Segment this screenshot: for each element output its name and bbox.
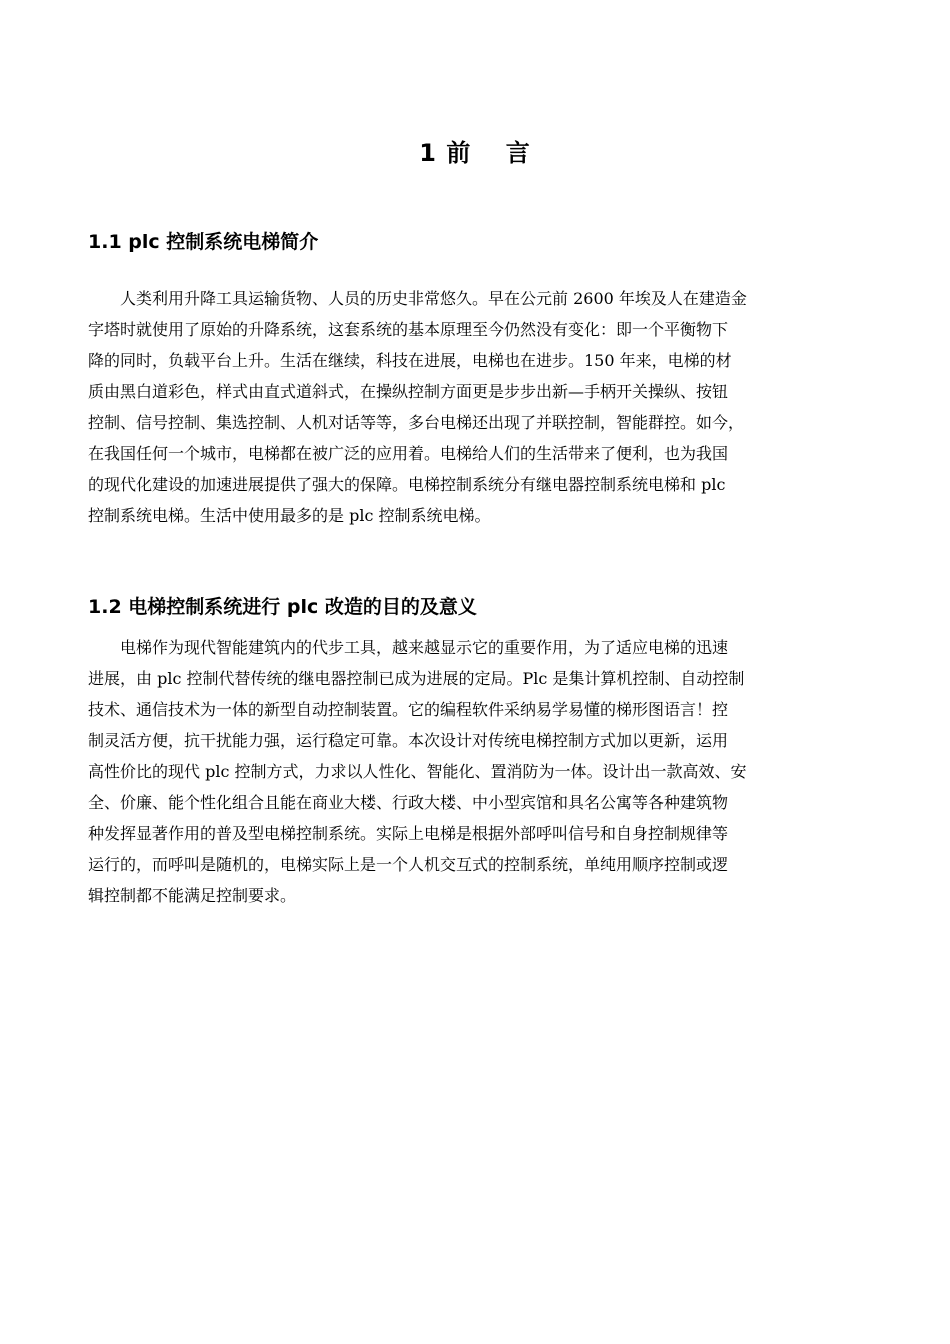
paragraph-line: 技术、通信技术为一体的新型自动控制装置。它的编程软件采纳易学易懂的梯形图语言！控 (88, 700, 729, 719)
paragraph-line: 进展，由 plc 控制代替传统的继电器控制已成为进展的定局。Plc 是集计算机控制、自动控制 (88, 669, 745, 688)
paragraph-line: 电梯作为现代智能建筑内的代步工具，越来越显示它的重要作用，为了适应电梯的迅速 (88, 638, 729, 657)
section-1-2-paragraph (88, 632, 878, 911)
paragraph-line: 制灵活方便，抗干扰能力强，运行稳定可靠。本次设计对传统电梯控制方式加以更新，运用 (88, 731, 729, 750)
paragraph-line: 控制系统电梯。生活中使用最多的是 plc 控制系统电梯。 (88, 506, 491, 525)
paragraph-line: 全、价廉、能个性化组合且能在商业大楼、行政大楼、中小型宾馆和具名公寓等各种建筑物 (88, 793, 729, 812)
paragraph-line: 在我国任何一个城市，电梯都在被广泛的应用着。电梯给人们的生活带来了便利，也为我国 (88, 444, 729, 463)
section-heading-1-1: 1.1 plc 控制系统电梯简介 (88, 231, 319, 253)
paragraph-line: 辑控制都不能满足控制要求。 (88, 886, 297, 905)
paragraph-line: 字塔时就使用了原始的升降系统，这套系统的基本原理至今仍然没有变化：即一个平衡物下 (88, 320, 729, 339)
section-1-1-paragraph (88, 283, 878, 531)
paragraph-line: 的现代化建设的加速进展提供了强大的保障。电梯控制系统分有继电器控制系统电梯和 plc (88, 475, 726, 494)
section-heading-1-2: 1.2 电梯控制系统进行 plc 改造的目的及意义 (88, 596, 477, 618)
paragraph-line: 种发挥显著作用的普及型电梯控制系统。实际上电梯是根据外部呼叫信号和自身控制规律等 (88, 824, 729, 843)
paragraph-line: 降的同时，负载平台上升。生活在继续，科技在进展，电梯也在进步。150 年来，电梯的材 (88, 351, 732, 370)
paragraph-line: 高性价比的现代 plc 控制方式，力求以人性化、智能化、置消防为一体。设计出一款高效、安 (88, 762, 747, 781)
paragraph-line: 控制、信号控制、集选控制、人机对话等等，多台电梯还出现了并联控制，智能群控。如今， (88, 413, 745, 432)
paragraph-line: 运行的，而呼叫是随机的，电梯实际上是一个人机交互式的控制系统，单纯用顺序控制或逻 (88, 855, 729, 874)
chapter-title: 1 前 言 (419, 139, 531, 167)
paragraph-line: 质由黑白道彩色，样式由直式道斜式，在操纵控制方面更是步步出新—手柄开关操纵、按钮 (88, 382, 729, 401)
paragraph-line: 人类利用升降工具运输货物、人员的历史非常悠久。早在公元前 2600 年埃及人在建造金 (88, 289, 747, 308)
